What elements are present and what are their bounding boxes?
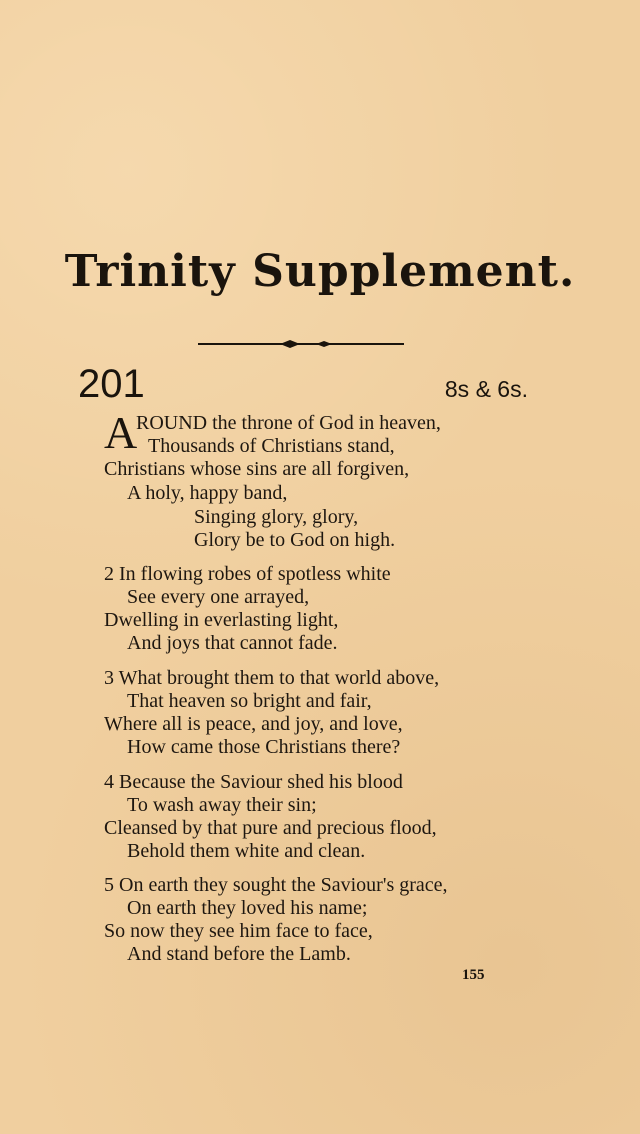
verse-2-line-2: See every one arrayed, — [127, 586, 310, 608]
verse-4-line-1: 4 Because the Saviour shed his blood — [104, 771, 403, 793]
ornament-divider-icon — [198, 338, 404, 350]
verse-1-line-2: Thousands of Christians stand, — [148, 435, 395, 457]
verse-5-line-4: And stand before the Lamb. — [127, 943, 351, 965]
hymn-meter: 8s & 6s. — [444, 376, 528, 402]
verse-4-line-3: Cleansed by that pure and precious flood, — [104, 817, 437, 839]
verse-5-line-2: On earth they loved his name; — [127, 897, 368, 919]
verse-5-line-3: So now they see him face to face, — [104, 920, 373, 942]
verse-2-line-4: And joys that cannot fade. — [127, 632, 338, 654]
hymn-number: 201 — [78, 362, 145, 406]
verse-1-line-5: Singing glory, glory, — [194, 506, 359, 528]
verse-5-line-1: 5 On earth they sought the Saviour's grace, — [104, 874, 448, 896]
verse-4-line-2: To wash away their sin; — [127, 794, 317, 816]
verse-1-line-3: Christians whose sins are all forgiven, — [104, 458, 410, 480]
page-number: 155 — [462, 967, 485, 983]
verse-2-line-3: Dwelling in everlasting light, — [104, 609, 339, 631]
verse-3-line-3: Where all is peace, and joy, and love, — [104, 713, 403, 735]
verse-1-line-4: A holy, happy band, — [127, 482, 288, 504]
verse-4-line-4: Behold them white and clean. — [127, 840, 366, 862]
verse-1-line-1: ROUND the throne of God in heaven, — [136, 412, 441, 434]
verse-3-line-2: That heaven so bright and fair, — [127, 690, 372, 712]
page-title: Trinity Supplement. — [64, 246, 576, 297]
verse-1-line-6: Glory be to God on high. — [194, 529, 396, 551]
verse-2-line-1: 2 In flowing robes of spotless white — [104, 563, 391, 585]
verse-3-line-1: 3 What brought them to that world above, — [104, 667, 440, 689]
drop-cap: A — [104, 407, 138, 458]
verse-3-line-4: How came those Christians there? — [127, 736, 401, 758]
